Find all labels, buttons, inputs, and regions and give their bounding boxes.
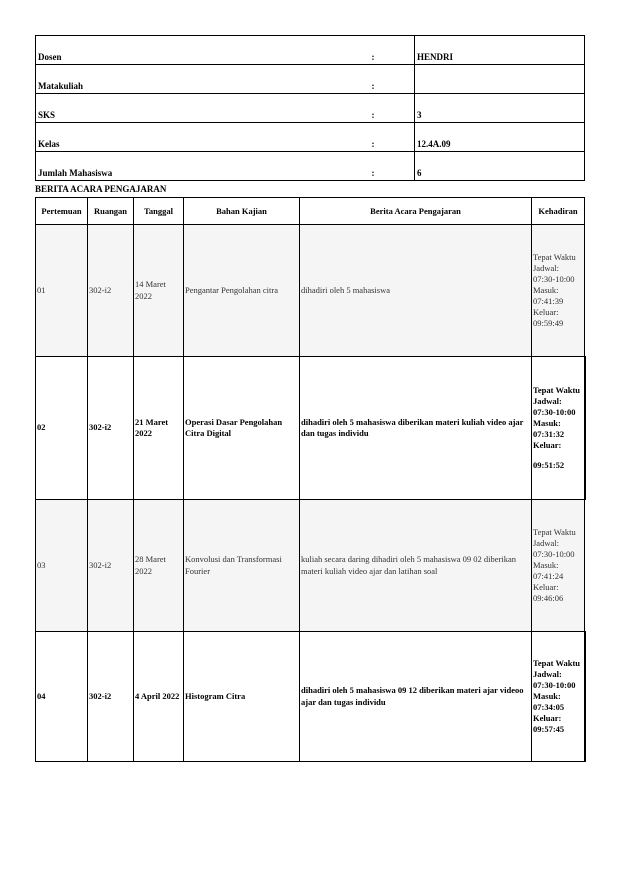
cell-ruangan: 302-i2 bbox=[88, 225, 134, 357]
attendance-out-label: Keluar: bbox=[533, 582, 559, 593]
cell-kehadiran bbox=[532, 357, 585, 500]
info-label: Kelas bbox=[36, 123, 368, 152]
attendance-spacer bbox=[533, 451, 583, 460]
attendance-in-time: 07:34:05 bbox=[533, 702, 565, 713]
attendance-in-time: 07:41:24 bbox=[533, 571, 564, 582]
info-value: 12.4A.09 bbox=[415, 123, 585, 152]
attendance-out-time: 09:59:49 bbox=[533, 318, 564, 329]
info-row-matakuliah bbox=[36, 65, 585, 94]
info-value: 6 bbox=[415, 152, 585, 181]
info-value: HENDRI bbox=[415, 36, 585, 65]
table-row bbox=[36, 357, 585, 500]
attendance-out-label: Keluar: bbox=[533, 307, 559, 318]
attendance-in-label: Masuk: bbox=[533, 559, 559, 570]
cell-bahan-kajian: Operasi Dasar Pengolahan Citra Digital bbox=[184, 357, 300, 500]
attendance-in-label: Masuk: bbox=[533, 284, 559, 295]
attendance-in-time: 07:41:39 bbox=[533, 296, 564, 307]
cell-pertemuan: 01 bbox=[36, 225, 88, 357]
cell-kehadiran bbox=[532, 225, 585, 357]
cell-pertemuan: 03 bbox=[36, 500, 88, 632]
cell-ruangan: 302-i2 bbox=[88, 357, 134, 500]
attendance-out-time: 09:57:45 bbox=[533, 724, 565, 735]
info-value bbox=[415, 65, 585, 94]
course-info-table bbox=[35, 35, 585, 181]
cell-tanggal: 4 April 2022 bbox=[134, 632, 184, 762]
attendance-status: Tepat Waktu bbox=[533, 384, 581, 395]
attendance-status: Tepat Waktu bbox=[533, 251, 576, 262]
cell-ruangan: 302-i2 bbox=[88, 500, 134, 632]
cell-bahan-kajian: Pengantar Pengolahan citra bbox=[184, 225, 300, 357]
cell-bahan-kajian: Histogram Citra bbox=[184, 632, 300, 762]
header-tanggal: Tanggal bbox=[134, 198, 184, 225]
table-row bbox=[36, 225, 585, 357]
attendance-schedule-label: Jadwal: bbox=[533, 537, 559, 548]
cell-ruangan: 302-i2 bbox=[88, 632, 134, 762]
info-separator: : bbox=[368, 123, 415, 152]
cell-kehadiran bbox=[532, 500, 585, 632]
header-pertemuan: Pertemuan bbox=[36, 198, 88, 225]
info-row-jumlah-mahasiswa bbox=[36, 152, 585, 181]
info-separator: : bbox=[368, 65, 415, 94]
section-title: BERITA ACARA PENGAJARAN bbox=[35, 184, 167, 194]
attendance-schedule-time: 07:30-10:00 bbox=[533, 273, 575, 284]
attendance-out-label: Keluar: bbox=[533, 713, 562, 724]
attendance-out-label: Keluar: bbox=[533, 440, 562, 451]
info-separator: : bbox=[368, 152, 415, 181]
cell-tanggal: 28 Maret 2022 bbox=[134, 500, 184, 632]
attendance-in-time: 07:31:32 bbox=[533, 429, 565, 440]
attendance-schedule-time: 07:30-10:00 bbox=[533, 406, 576, 417]
attendance-schedule-label: Jadwal: bbox=[533, 395, 562, 406]
cell-berita-acara: dihadiri oleh 5 mahasiswa bbox=[300, 225, 532, 357]
info-separator: : bbox=[368, 36, 415, 65]
info-label: Matakuliah bbox=[36, 65, 368, 94]
info-label: Jumlah Mahasiswa bbox=[36, 152, 368, 181]
attendance-schedule-label: Jadwal: bbox=[533, 668, 562, 679]
attendance-in-label: Masuk: bbox=[533, 417, 561, 428]
info-row-kelas bbox=[36, 123, 585, 152]
header-kehadiran: Kehadiran bbox=[532, 198, 585, 225]
info-label: Dosen bbox=[36, 36, 368, 65]
cell-pertemuan: 04 bbox=[36, 632, 88, 762]
info-label: SKS bbox=[36, 94, 368, 123]
info-row-sks bbox=[36, 94, 585, 123]
header-berita-acara: Berita Acara Pengajaran bbox=[300, 198, 532, 225]
cell-tanggal: 21 Maret 2022 bbox=[134, 357, 184, 500]
table-header-row bbox=[36, 198, 585, 225]
cell-tanggal: 14 Maret 2022 bbox=[134, 225, 184, 357]
cell-bahan-kajian: Konvolusi dan Transformasi Fourier bbox=[184, 500, 300, 632]
teaching-report-table bbox=[35, 197, 586, 762]
cell-berita-acara: dihadiri oleh 5 mahasiswa 09 12 diberikan materi ajar videoo ajar dan tugas individu bbox=[300, 632, 532, 762]
info-value: 3 bbox=[415, 94, 585, 123]
attendance-schedule-label: Jadwal: bbox=[533, 262, 559, 273]
header-ruangan: Ruangan bbox=[88, 198, 134, 225]
attendance-out-time: 09:51:52 bbox=[533, 460, 565, 471]
cell-kehadiran bbox=[532, 632, 585, 762]
cell-berita-acara: kuliah secara daring dihadiri oleh 5 mahasiswa 09 02 diberikan materi kuliah video ajar dan latihan soal bbox=[300, 500, 532, 632]
info-separator: : bbox=[368, 94, 415, 123]
table-row bbox=[36, 500, 585, 632]
attendance-status: Tepat Waktu bbox=[533, 657, 581, 668]
table-row bbox=[36, 632, 585, 762]
attendance-schedule-time: 07:30-10:00 bbox=[533, 679, 576, 690]
attendance-schedule-time: 07:30-10:00 bbox=[533, 548, 575, 559]
attendance-in-label: Masuk: bbox=[533, 690, 561, 701]
attendance-status: Tepat Waktu bbox=[533, 526, 576, 537]
info-row-dosen bbox=[36, 36, 585, 65]
attendance-out-time: 09:46:06 bbox=[533, 593, 564, 604]
header-bahan-kajian: Bahan Kajian bbox=[184, 198, 300, 225]
cell-pertemuan: 02 bbox=[36, 357, 88, 500]
cell-berita-acara: dihadiri oleh 5 mahasiswa diberikan materi kuliah video ajar dan tugas individu bbox=[300, 357, 532, 500]
